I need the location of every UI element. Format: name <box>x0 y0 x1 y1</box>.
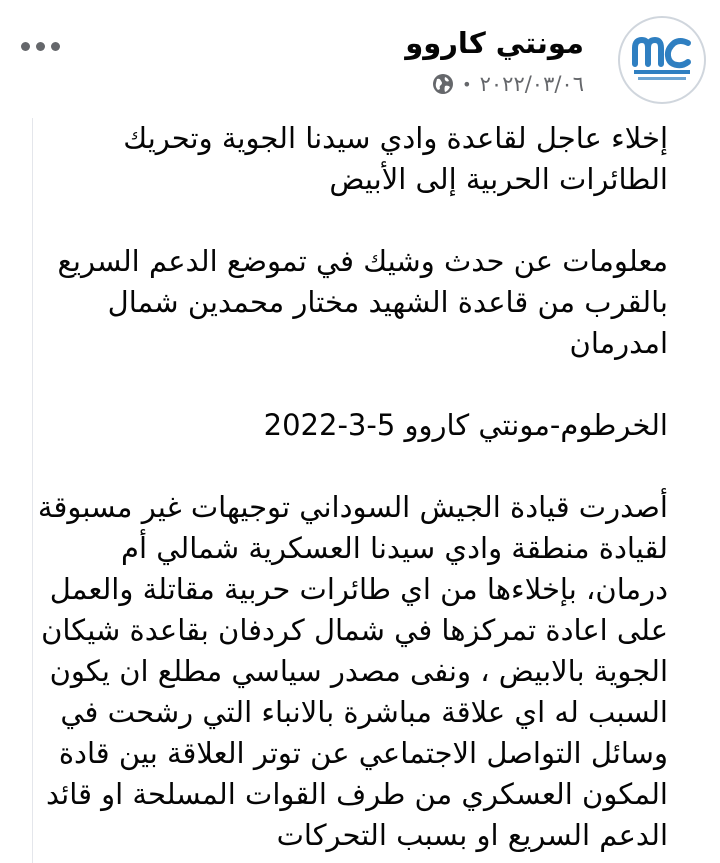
post-subheadline: معلومات عن حدث وشيك في تموضع الدعم السريع بالقرب من قاعدة الشهيد مختار محمدين شمال امدرمان <box>57 244 668 360</box>
post-dateline: الخرطوم-مونتي كاروو 5-3-2022 <box>263 408 668 442</box>
post-paragraph: أصدرت قيادة الجيش السوداني توجيهات غير مسبوقة لقيادة منطقة وادي سيدنا العسكرية شمالي أم درمان، بإخلاءها من اي طائرات حربية مقاتلة والعمل على اعادة تمركزها في شمال كردفان بقاعدة شيكان الجوية بالابيض ، ونفى مصدر سياسي مطلع ان يكون السبب له اي علاقة مباشرة بالانباء التي رشحت في وسائل التواصل الاجتماعي عن توتر العلاقة بين قادة المكون العسكري من طرف القوات المسلحة او قائد الدعم السريع او بسبب التحركات <box>37 490 668 852</box>
page-name[interactable]: مونتي كاروو <box>405 26 584 60</box>
monte-carlo-logo <box>620 18 704 102</box>
post-headline: إخلاء عاجل لقاعدة وادي سيدنا الجوية وتحريك الطائرات الحربية إلى الأبيض <box>123 121 668 196</box>
post-date[interactable]: ٢٠٢٢/٠٣/٠٦ <box>479 72 584 96</box>
post-header <box>0 0 720 110</box>
meta-separator: • <box>462 74 472 94</box>
globe-icon <box>432 73 454 95</box>
post-meta <box>432 72 584 96</box>
post-body <box>32 118 682 863</box>
ellipsis-icon <box>21 42 30 51</box>
more-options-button[interactable] <box>12 26 68 66</box>
avatar[interactable] <box>618 16 706 104</box>
